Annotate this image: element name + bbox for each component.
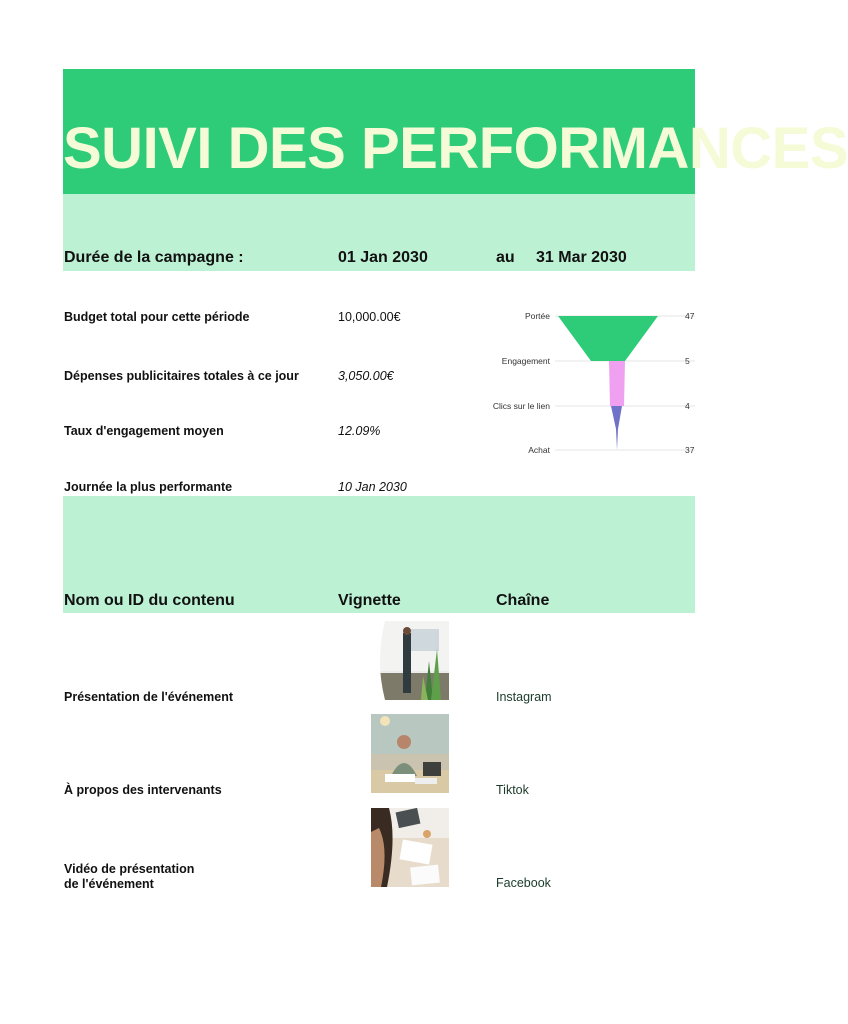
- thumbnail-image-1[interactable]: [371, 621, 449, 700]
- page-title: SUIVI DES PERFORMANCES: [63, 116, 848, 181]
- row-2-name: À propos des intervenants: [64, 783, 222, 797]
- title-band: [63, 69, 848, 194]
- funnel-segment-portee: [558, 316, 658, 361]
- metric-value-best-day[interactable]: 10 Jan 2030: [338, 480, 407, 494]
- metric-label-engagement: Taux d'engagement moyen: [64, 424, 224, 438]
- campaign-start-date[interactable]: 01 Jan 2030: [338, 249, 428, 266]
- thumbnail-image-3[interactable]: [371, 808, 449, 887]
- row-2-channel[interactable]: Tiktok: [496, 783, 529, 797]
- funnel-segment-achat: [616, 429, 618, 450]
- row-3-channel[interactable]: Facebook: [496, 876, 551, 890]
- metric-label-best-day: Journée la plus performante: [64, 480, 233, 494]
- metric-value-engagement[interactable]: 12.09%: [338, 424, 381, 438]
- funnel-chart: [483, 303, 695, 463]
- row-1-name: Présentation de l'événement: [64, 690, 234, 704]
- funnel-label-achat: Achat: [528, 445, 550, 455]
- funnel-value-portee: 47: [685, 311, 695, 321]
- funnel-label-portee: Portée: [524, 311, 550, 321]
- metric-label-budget: Budget total pour cette période: [64, 310, 250, 324]
- funnel-segment-engagement: [609, 361, 625, 406]
- funnel-value-achat: 37: [685, 445, 695, 455]
- campaign-end-date[interactable]: 31 Mar 2030: [536, 249, 627, 266]
- column-header-name: Nom ou ID du contenu: [64, 592, 235, 609]
- row-3-name-line-2: de l'événement: [64, 877, 154, 891]
- metric-value-spend[interactable]: 3,050.00€: [338, 369, 394, 383]
- funnel-value-engagement: 5: [685, 356, 690, 366]
- campaign-separator: au: [496, 249, 515, 266]
- funnel-value-clics: 4: [685, 401, 690, 411]
- metric-value-budget[interactable]: 10,000.00€: [338, 310, 401, 324]
- campaign-label: Durée de la campagne :: [64, 249, 244, 266]
- funnel-label-engagement: Engagement: [501, 356, 550, 366]
- funnel-label-clics: Clics sur le lien: [492, 401, 550, 411]
- thumbnail-image-2[interactable]: [371, 714, 449, 793]
- column-header-channel: Chaîne: [496, 592, 550, 609]
- column-header-thumbnail: Vignette: [338, 592, 401, 609]
- funnel-segment-clics: [611, 406, 622, 429]
- metric-label-spend: Dépenses publicitaires totales à ce jour: [64, 369, 299, 383]
- row-1-channel[interactable]: Instagram: [496, 690, 552, 704]
- row-3-name-line-1: Vidéo de présentation: [64, 862, 195, 876]
